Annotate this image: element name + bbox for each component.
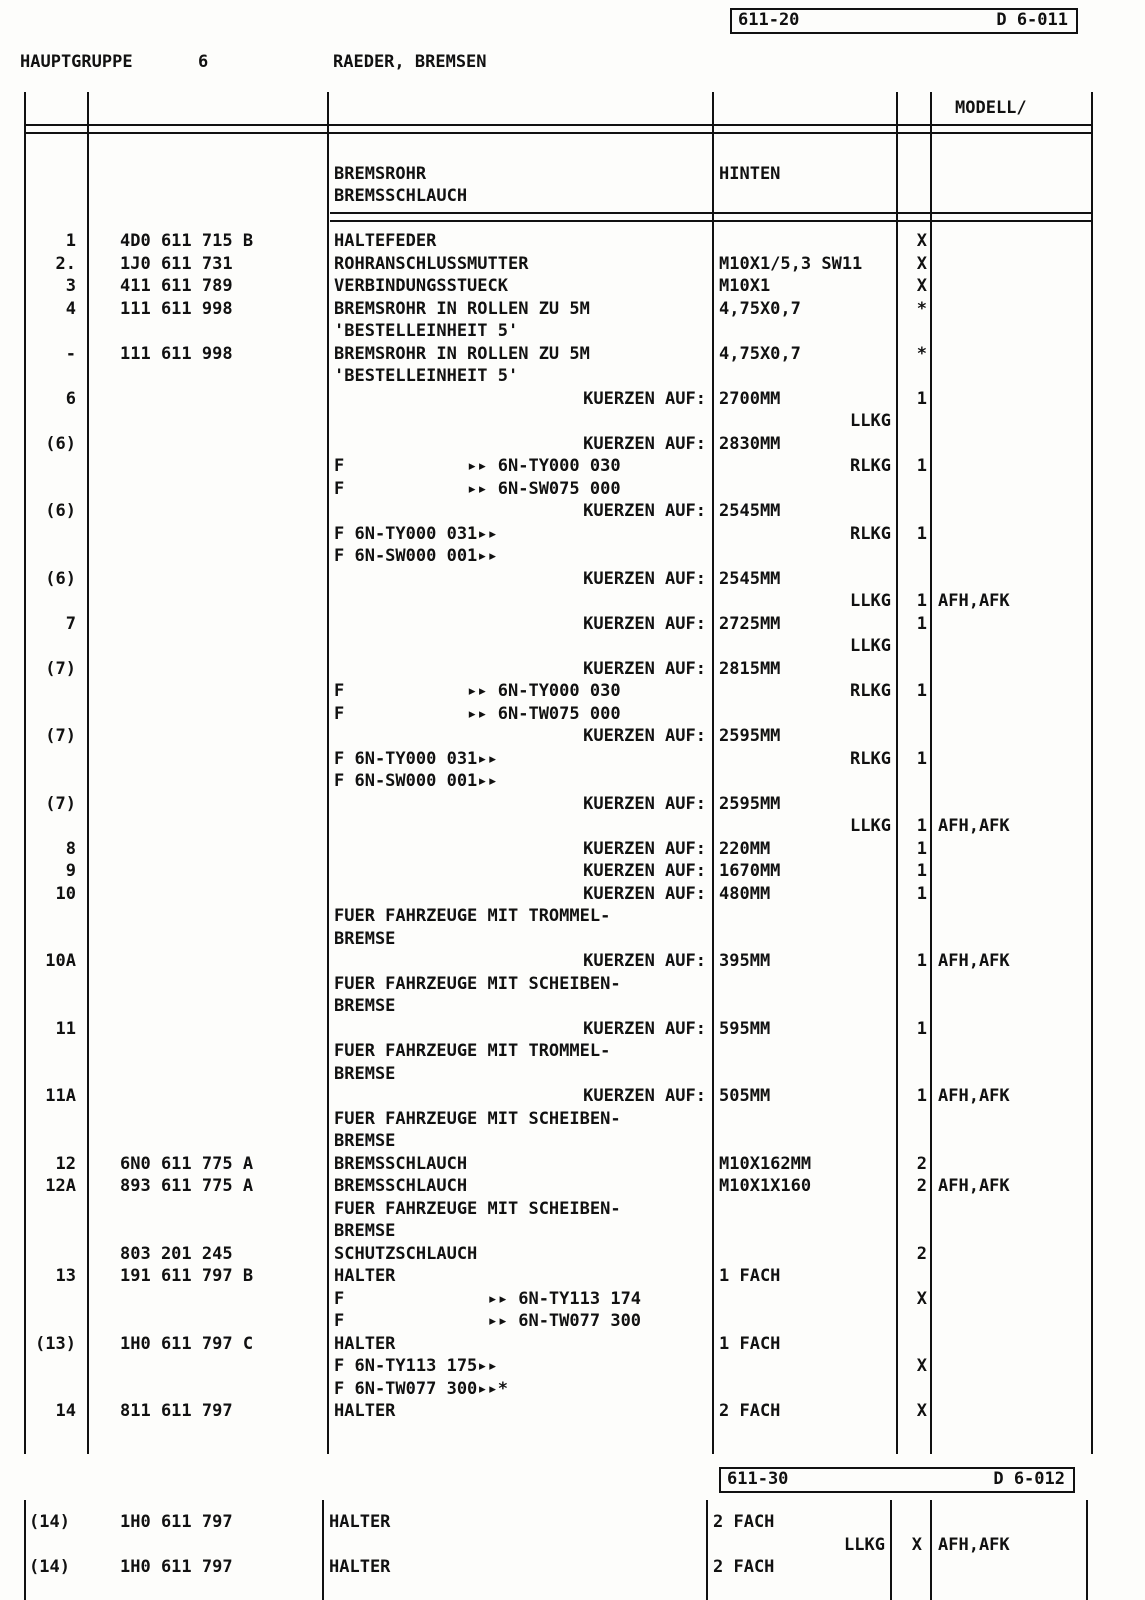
row-quantity: 1	[916, 523, 927, 544]
row-model: AFH,AFK	[938, 1534, 1010, 1555]
row-description: KUERZEN AUF:	[583, 883, 706, 904]
row-position: 1	[65, 231, 76, 251]
row-side-code: LLKG	[844, 1534, 885, 1555]
row-description: HALTER	[334, 1333, 396, 1354]
row-quantity: *	[916, 343, 927, 364]
row-description: BREMSE	[334, 996, 396, 1016]
row-part-number: 6N0 611 775 A	[120, 1153, 254, 1174]
row-specification: M10X1/5,3 SW11	[719, 253, 863, 274]
row-description: BREMSE	[334, 1131, 396, 1151]
row-description: 'BESTELLEINHEIT 5'	[334, 366, 519, 386]
col-line-4	[896, 92, 898, 1454]
row-quantity: 1	[916, 591, 927, 611]
row-quantity: X	[916, 276, 927, 296]
row-specification: 2595MM	[719, 793, 781, 814]
col-line-2	[327, 92, 329, 1454]
row-specification: 220MM	[719, 838, 771, 859]
row-description: F ▸▸ 6N-TY000 030	[334, 456, 621, 476]
row-description: HALTER	[334, 1401, 396, 1421]
col2-line-3	[706, 1500, 708, 1600]
row-description: KUERZEN AUF:	[583, 838, 706, 859]
row-quantity: 1	[916, 681, 927, 701]
row-description: 'BESTELLEINHEIT 5'	[334, 321, 519, 341]
row-quantity: 1	[916, 883, 927, 904]
row-specification: 1 FACH	[719, 1266, 781, 1286]
row-description: KUERZEN AUF:	[583, 613, 706, 634]
row-description: SCHUTZSCHLAUCH	[334, 1243, 478, 1264]
row-specification: 2 FACH	[719, 1401, 781, 1421]
row-description: BREMSE	[334, 1221, 396, 1241]
row-description: BREMSE	[334, 1063, 396, 1084]
ref-page-right-2: D 6-012	[993, 1469, 1065, 1489]
row-description: HALTER	[329, 1512, 391, 1532]
row-description: FUER FAHRZEUGE MIT SCHEIBEN-	[334, 1108, 621, 1129]
col2-line-4	[890, 1500, 892, 1600]
row-part-number: 4D0 611 715 B	[120, 231, 254, 251]
row-description: KUERZEN AUF:	[583, 568, 706, 589]
row-description: F 6N-TY000 031▸▸	[334, 523, 498, 544]
row-position: 13	[55, 1266, 76, 1286]
row-description: KUERZEN AUF:	[583, 501, 706, 521]
row-specification: 1 FACH	[719, 1333, 781, 1354]
row-quantity: X	[916, 1288, 927, 1309]
row-description: BREMSSCHLAUCH	[334, 1176, 468, 1196]
row-description: KUERZEN AUF:	[583, 726, 706, 746]
row-model: AFH,AFK	[938, 816, 1010, 836]
row-side-code: LLKG	[850, 591, 891, 611]
row-description: HALTER	[334, 1266, 396, 1286]
row-description: F ▸▸ 6N-TW077 300	[334, 1311, 642, 1331]
row-position: 8	[65, 838, 76, 859]
row-description: KUERZEN AUF:	[583, 951, 706, 971]
row-specification: 2725MM	[719, 613, 781, 634]
section-subtitle: HINTEN	[719, 164, 781, 184]
row-quantity: 2	[916, 1243, 927, 1264]
row-position: (6)	[45, 568, 76, 589]
row-part-number: 1H0 611 797	[120, 1512, 233, 1532]
row-specification: 2700MM	[719, 388, 781, 409]
row-side-code: LLKG	[850, 411, 891, 431]
row-description: KUERZEN AUF:	[583, 1086, 706, 1106]
row-quantity: X	[911, 1534, 922, 1555]
row-description: BREMSSCHLAUCH	[334, 1153, 468, 1174]
row-quantity: 2	[916, 1176, 927, 1196]
row-description: HALTEFEDER	[334, 231, 437, 251]
row-description: KUERZEN AUF:	[583, 861, 706, 881]
col2-line-6	[1086, 1500, 1088, 1600]
row-description: FUER FAHRZEUGE MIT SCHEIBEN-	[334, 1198, 621, 1219]
group-label: HAUPTGRUPPE	[20, 52, 133, 72]
row-description: KUERZEN AUF:	[583, 433, 706, 454]
row-quantity: X	[916, 1356, 927, 1376]
row-description: F ▸▸ 6N-TW075 000	[334, 703, 621, 724]
ref-code-left: 611-20	[738, 10, 800, 30]
row-position: 6	[65, 388, 76, 409]
row-specification: 2595MM	[719, 726, 781, 746]
row-specification: 4,75X0,7	[719, 298, 801, 319]
row-side-code: RLKG	[850, 681, 891, 701]
row-position: 14	[55, 1401, 76, 1421]
row-position: 4	[65, 298, 76, 319]
row-description: VERBINDUNGSSTUECK	[334, 276, 508, 296]
row-quantity: 1	[916, 613, 927, 634]
row-description: BREMSROHR IN ROLLEN ZU 5M	[334, 298, 590, 319]
row-quantity: 1	[916, 1086, 927, 1106]
row-part-number: 411 611 789	[120, 276, 233, 296]
row-specification: 1670MM	[719, 861, 781, 881]
row-position: 11A	[45, 1086, 76, 1106]
row-position: 12	[55, 1153, 76, 1174]
row-description: HALTER	[329, 1557, 391, 1577]
row-description: BREMSE	[334, 928, 396, 949]
section-title-1: BREMSROHR	[334, 164, 427, 184]
row-position: (7)	[45, 726, 76, 746]
row-specification: 395MM	[719, 951, 771, 971]
row-quantity: X	[916, 253, 927, 274]
row-model: AFH,AFK	[938, 591, 1010, 611]
row-specification: 2545MM	[719, 568, 781, 589]
row-quantity: X	[916, 1401, 927, 1421]
row-description: FUER FAHRZEUGE MIT TROMMEL-	[334, 906, 611, 926]
row-position: (6)	[45, 433, 76, 454]
ref-box-bottom	[719, 1467, 1075, 1493]
row-description: F 6N-TY000 031▸▸	[334, 748, 498, 769]
row-position: (6)	[45, 501, 76, 521]
col-line-6	[1091, 92, 1093, 1454]
row-part-number: 1J0 611 731	[120, 253, 233, 274]
ref-box-top	[730, 8, 1078, 34]
row-position: 2.	[55, 253, 76, 274]
row-position: 10A	[45, 951, 76, 971]
section-rule	[330, 212, 1092, 222]
row-side-code: LLKG	[850, 636, 891, 656]
row-quantity: 1	[916, 816, 927, 836]
row-side-code: RLKG	[850, 523, 891, 544]
row-part-number: 191 611 797 B	[120, 1266, 254, 1286]
row-model: AFH,AFK	[938, 1086, 1010, 1106]
row-quantity: X	[916, 231, 927, 251]
row-position: (7)	[45, 658, 76, 679]
row-part-number: 111 611 998	[120, 298, 233, 319]
row-quantity: 1	[916, 861, 927, 881]
row-specification: 2815MM	[719, 658, 781, 679]
row-position: (14)	[29, 1557, 70, 1577]
row-specification: 2 FACH	[713, 1512, 775, 1532]
row-specification: M10X1	[719, 276, 771, 296]
col2-line-2	[322, 1500, 324, 1600]
row-position: 10	[55, 883, 76, 904]
row-model: AFH,AFK	[938, 1176, 1010, 1196]
col-line-0	[24, 92, 26, 1454]
row-description: F 6N-TW077 300▸▸*	[334, 1378, 508, 1399]
row-part-number: 893 611 775 A	[120, 1176, 254, 1196]
row-description: F ▸▸ 6N-TY113 174	[334, 1288, 642, 1309]
row-description: KUERZEN AUF:	[583, 1018, 706, 1039]
row-quantity: 1	[916, 1018, 927, 1039]
row-model: AFH,AFK	[938, 951, 1010, 971]
row-specification: 2545MM	[719, 501, 781, 521]
row-description: ROHRANSCHLUSSMUTTER	[334, 253, 529, 274]
row-position: -	[65, 343, 76, 364]
row-position: 7	[65, 613, 76, 634]
row-part-number: 811 611 797	[120, 1401, 233, 1421]
row-side-code: RLKG	[850, 748, 891, 769]
row-quantity: *	[916, 298, 927, 319]
col-line-5	[930, 92, 932, 1454]
row-quantity: 1	[916, 748, 927, 769]
row-description: KUERZEN AUF:	[583, 793, 706, 814]
row-description: FUER FAHRZEUGE MIT TROMMEL-	[334, 1041, 611, 1061]
row-side-code: LLKG	[850, 816, 891, 836]
row-description: KUERZEN AUF:	[583, 388, 706, 409]
row-side-code: RLKG	[850, 456, 891, 476]
row-part-number: 111 611 998	[120, 343, 233, 364]
row-description: F ▸▸ 6N-TY000 030	[334, 681, 621, 701]
row-quantity: 2	[916, 1153, 927, 1174]
row-specification: 2 FACH	[713, 1557, 775, 1577]
row-specification: 480MM	[719, 883, 771, 904]
row-quantity: 1	[916, 456, 927, 476]
row-position: (7)	[45, 793, 76, 814]
col-line-1	[87, 92, 89, 1454]
row-description: F 6N-SW000 001▸▸	[334, 546, 498, 566]
col-header-modell: MODELL/	[955, 98, 1027, 118]
row-position: (13)	[35, 1333, 76, 1354]
section-title-2: BREMSSCHLAUCH	[334, 186, 468, 206]
row-specification: M10X162MM	[719, 1153, 812, 1174]
row-description: F ▸▸ 6N-SW075 000	[334, 478, 621, 499]
row-position: 9	[65, 861, 76, 881]
row-specification: 4,75X0,7	[719, 343, 801, 364]
ref-code-left-2: 611-30	[727, 1469, 789, 1489]
row-quantity: 1	[916, 951, 927, 971]
row-description: FUER FAHRZEUGE MIT SCHEIBEN-	[334, 973, 621, 994]
header-rule	[24, 124, 1092, 134]
row-specification: 2830MM	[719, 433, 781, 454]
row-position: 3	[65, 276, 76, 296]
row-part-number: 1H0 611 797	[120, 1557, 233, 1577]
ref-page-right: D 6-011	[996, 10, 1068, 30]
row-part-number: 803 201 245	[120, 1243, 233, 1264]
row-position: 11	[55, 1018, 76, 1039]
row-specification: M10X1X160	[719, 1176, 812, 1196]
row-part-number: 1H0 611 797 C	[120, 1333, 254, 1354]
group-title: RAEDER, BREMSEN	[333, 52, 487, 72]
row-specification: 505MM	[719, 1086, 771, 1106]
row-position: 12A	[45, 1176, 76, 1196]
col2-line-5	[930, 1500, 932, 1600]
row-description: KUERZEN AUF:	[583, 658, 706, 679]
col-line-3	[712, 92, 714, 1454]
row-quantity: 1	[916, 388, 927, 409]
row-position: (14)	[29, 1512, 70, 1532]
row-description: BREMSROHR IN ROLLEN ZU 5M	[334, 343, 590, 364]
row-specification: 595MM	[719, 1018, 771, 1039]
row-description: F 6N-SW000 001▸▸	[334, 771, 498, 791]
group-number: 6	[198, 52, 209, 72]
row-quantity: 1	[916, 838, 927, 859]
row-description: F 6N-TY113 175▸▸	[334, 1356, 498, 1376]
